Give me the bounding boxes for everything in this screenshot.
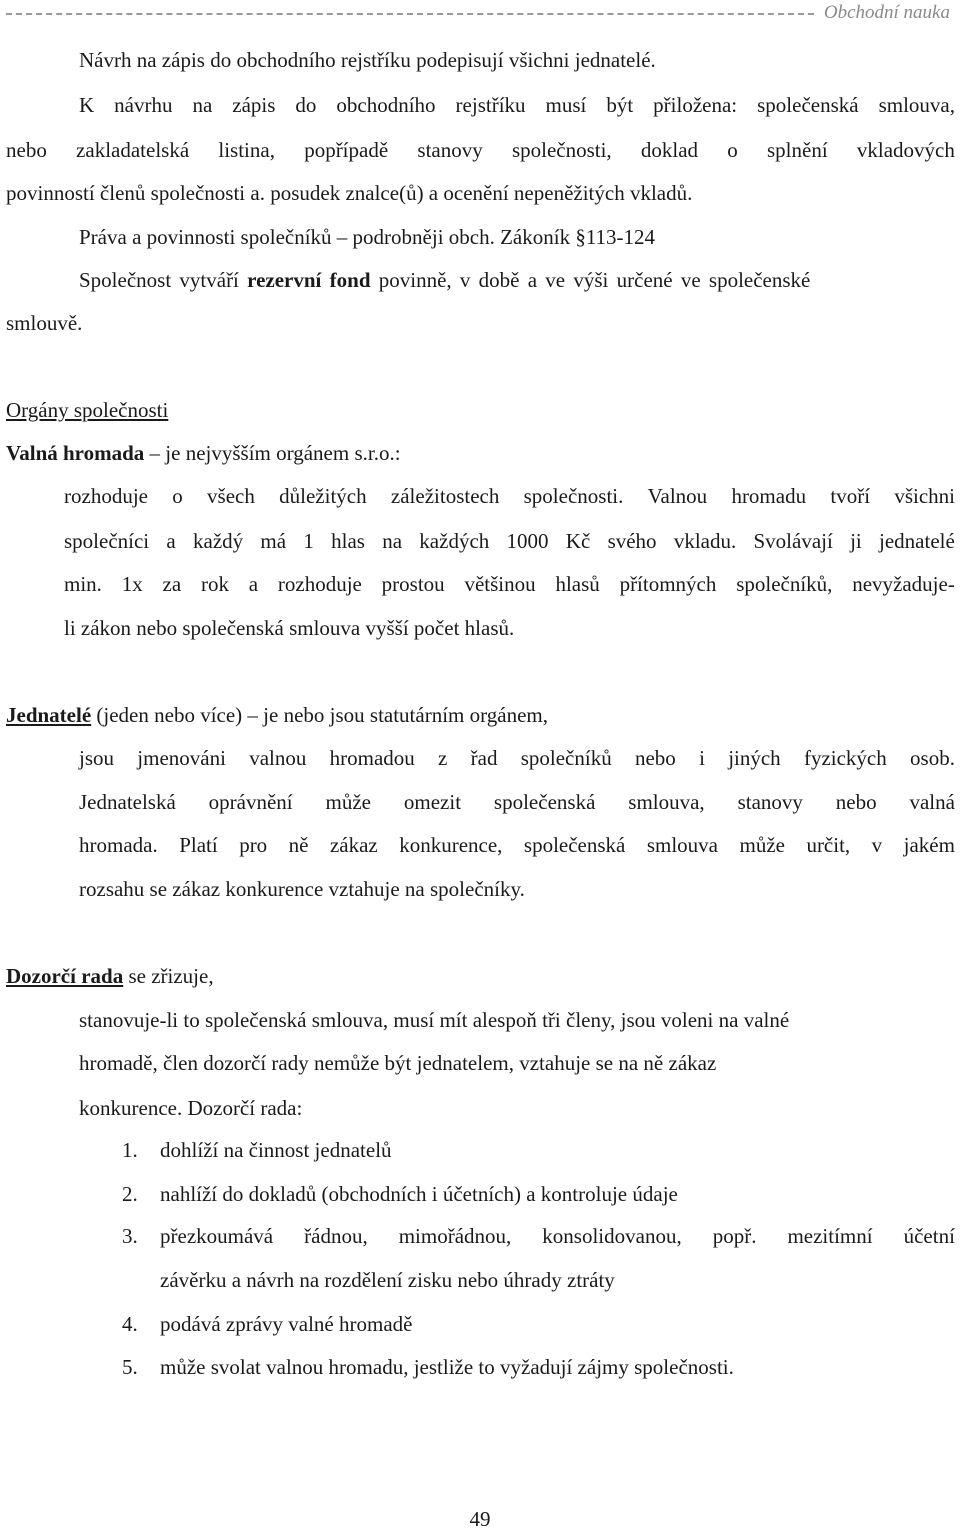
word: popřípadě	[304, 138, 389, 162]
word: do	[295, 93, 317, 117]
word: jiných	[728, 746, 781, 770]
word: řádnou,	[304, 1224, 368, 1248]
word: společenská	[757, 93, 859, 117]
word: rozhoduje	[64, 484, 148, 508]
paragraph-line	[64, 483, 955, 509]
word: společenská	[493, 790, 596, 814]
list-text: nahlíží do dokladů (obchodních i účetních) a kontroluje údaje	[160, 1182, 678, 1206]
word: 1x	[121, 572, 143, 596]
paragraph-line: Práva a povinnosti společníků – podrobněji obch. Zákoník §113-124	[79, 225, 656, 249]
word: může	[739, 833, 785, 857]
paragraph-line	[64, 528, 955, 554]
subsection-heading	[6, 963, 214, 989]
subsection-heading	[6, 440, 401, 466]
word: jakém	[903, 833, 955, 857]
header-title: Obchodní nauka	[823, 2, 950, 23]
word: hromada.	[79, 833, 158, 857]
paragraph-line: smlouvě.	[6, 311, 83, 335]
word: každých	[419, 529, 490, 553]
word: důležitých	[279, 484, 367, 508]
word: omezit	[403, 790, 462, 814]
word: jsou	[79, 746, 115, 770]
word: Jednatelská	[79, 790, 176, 814]
word: tvoří	[830, 484, 871, 508]
word: konsolidovanou,	[542, 1224, 682, 1248]
paragraph-line	[79, 789, 955, 815]
word: ně	[288, 833, 309, 857]
word: všichni	[894, 484, 955, 508]
word: mezitímní	[787, 1224, 873, 1248]
word: většinou	[464, 572, 536, 596]
word: fyzických	[803, 746, 887, 770]
word: záležitostech	[390, 484, 500, 508]
word: ji	[850, 529, 862, 553]
word: určit,	[806, 833, 851, 857]
paragraph-line	[64, 571, 955, 597]
paragraph-line: li zákon nebo společenská smlouva vyšší počet hlasů.	[64, 616, 515, 640]
word: návrhu	[114, 93, 173, 117]
word: přiložena:	[653, 93, 738, 117]
word: doklad	[640, 138, 699, 162]
word: a	[166, 529, 176, 553]
word: a	[248, 572, 259, 596]
word: min.	[64, 572, 102, 596]
list-item	[122, 1223, 955, 1249]
word: společnosti.	[523, 484, 624, 508]
list-text: dohlíží na činnost jednatelů	[160, 1138, 392, 1162]
list-item	[122, 1354, 734, 1380]
word: popř.	[712, 1224, 757, 1248]
word: listina,	[218, 138, 275, 162]
list-text: může svolat valnou hromadu, jestliže to vyžadují zájmy společnosti.	[160, 1355, 734, 1379]
word: splnění	[767, 138, 828, 162]
list-number: 2.	[122, 1182, 138, 1206]
word: rozhoduje	[277, 572, 362, 596]
word: může	[325, 790, 372, 814]
word: zákaz	[329, 833, 378, 857]
header-dashed-rule	[6, 13, 814, 15]
word: mimořádnou,	[398, 1224, 512, 1248]
word: vkladu.	[673, 529, 737, 553]
word: valná	[909, 790, 955, 814]
paragraph-line: konkurence. Dozorčí rada:	[79, 1096, 303, 1120]
list-number: 1.	[122, 1138, 138, 1162]
list-number: 5.	[122, 1355, 138, 1379]
bold-term: Dozorčí rada	[6, 964, 124, 988]
word: účetní	[903, 1224, 955, 1248]
word: hromadou	[329, 746, 415, 770]
word: jednatelé	[879, 529, 955, 553]
section-heading: Orgány společnosti	[6, 398, 169, 422]
word: řad	[470, 746, 498, 770]
word: i	[699, 746, 705, 770]
word: zakladatelská	[76, 138, 190, 162]
word: nebo	[634, 746, 676, 770]
word: hromadu	[731, 484, 807, 508]
word: stanovy	[417, 138, 483, 162]
page-header	[6, 0, 950, 26]
word: smlouva,	[878, 93, 955, 117]
list-number: 4.	[122, 1312, 138, 1336]
word: z	[438, 746, 448, 770]
bold-term: Valná hromada	[6, 441, 145, 465]
text-span: – je nejvyšším orgánem s.r.o.:	[144, 441, 401, 465]
word: má	[260, 529, 287, 553]
word: každý	[193, 529, 244, 553]
list-item	[122, 1267, 615, 1293]
word: společenská	[523, 833, 626, 857]
word: za	[162, 572, 182, 596]
paragraph-line	[79, 267, 810, 293]
list-text: závěrku a návrh na rozdělení zisku nebo úhrady ztráty	[160, 1268, 615, 1292]
word: 1000	[506, 529, 549, 553]
word: rok	[200, 572, 229, 596]
word: nebo	[835, 790, 877, 814]
word: konkurence,	[399, 833, 503, 857]
word: přezkoumává	[160, 1224, 274, 1248]
paragraph-line	[79, 832, 955, 858]
word: všech	[207, 484, 255, 508]
subsection-heading	[6, 702, 548, 728]
word: K	[79, 93, 95, 117]
word: stanovy	[737, 790, 803, 814]
word: osob.	[910, 746, 955, 770]
paragraph-line	[79, 92, 955, 118]
word: o	[727, 138, 738, 162]
list-item	[122, 1137, 392, 1163]
page-number: 49	[469, 1507, 491, 1531]
bold-term: rezervní fond	[247, 268, 371, 292]
word: musí	[545, 93, 587, 117]
word: valnou	[249, 746, 307, 770]
word: rejstříku	[455, 93, 526, 117]
word: společníků	[520, 746, 612, 770]
word: být	[606, 93, 634, 117]
text-span: (jeden nebo více) – je nebo jsou statutárním orgánem,	[91, 703, 548, 727]
list-item	[122, 1311, 412, 1337]
paragraph-line: stanovuje-li to společenská smlouva, musí mít alespoň tři členy, jsou voleni na valné	[79, 1008, 790, 1032]
paragraph-line: rozsahu se zákaz konkurence vztahuje na společníky.	[79, 877, 525, 901]
bold-term: Jednatelé	[6, 703, 92, 727]
word: Platí	[179, 833, 218, 857]
list-item	[122, 1181, 678, 1207]
word: smlouva,	[628, 790, 705, 814]
text-span: povinně, v době a ve výši určené ve společenské	[370, 268, 811, 292]
word: svého	[607, 529, 657, 553]
word: vkladových	[856, 138, 955, 162]
paragraph-line	[79, 745, 955, 771]
word: obchodního	[336, 93, 436, 117]
word: Valnou	[647, 484, 708, 508]
text-span: se zřizuje,	[123, 964, 214, 988]
word: jmenováni	[137, 746, 226, 770]
paragraph-line: povinností členů společnosti a. posudek znalce(ů) a ocenění nepeněžitých vkladů.	[6, 181, 693, 205]
word: 1	[303, 529, 314, 553]
word: na	[382, 529, 403, 553]
word: společníků,	[736, 572, 833, 596]
list-text: podává zprávy valné hromadě	[160, 1312, 413, 1336]
list-number: 3.	[122, 1224, 138, 1248]
word: smlouva	[646, 833, 719, 857]
word: společnosti,	[511, 138, 612, 162]
word: nebo	[6, 138, 47, 162]
word: hlasů	[555, 572, 600, 596]
list-text	[160, 1223, 955, 1249]
word: Kč	[565, 529, 591, 553]
word: nevyžaduje-	[852, 572, 955, 596]
text-span: Společnost vytváří	[79, 268, 248, 292]
word: Svolávají	[753, 529, 833, 553]
word: oprávnění	[208, 790, 293, 814]
paragraph-line: Návrh na zápis do obchodního rejstříku podepisují všichni jednatelé.	[79, 48, 656, 72]
word: hlas	[331, 529, 365, 553]
word: o	[172, 484, 183, 508]
word: přítomných	[619, 572, 717, 596]
word: pro	[239, 833, 268, 857]
paragraph-line	[6, 137, 955, 163]
paragraph-line: hromadě, člen dozorčí rady nemůže být jednatelem, vztahuje se na ně zákaz	[79, 1051, 717, 1075]
word: zápis	[232, 93, 276, 117]
word: v	[871, 833, 883, 857]
word: společníci	[64, 529, 150, 553]
word: prostou	[381, 572, 445, 596]
word: na	[192, 93, 213, 117]
